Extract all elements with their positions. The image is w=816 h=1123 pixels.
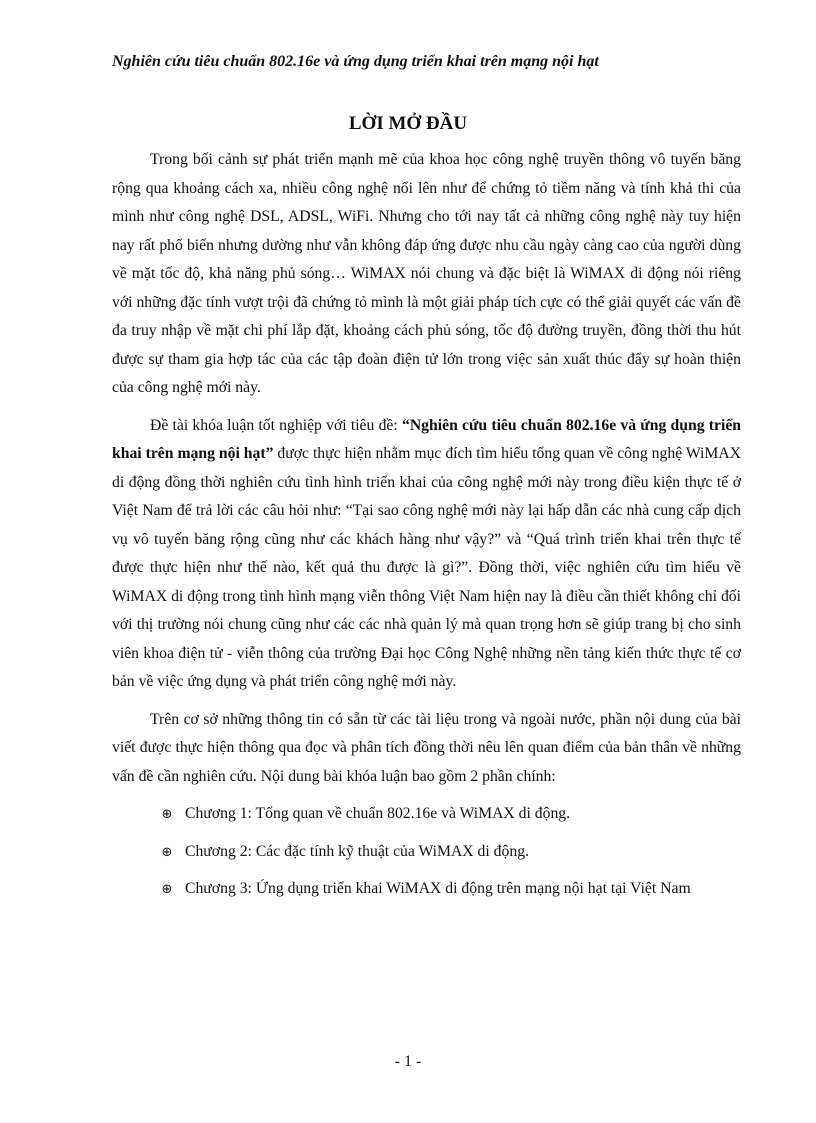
chapter-item-text: Chương 3: Ứng dụng triển khai WiMAX di động trên mạng nội hạt tại Việt Nam bbox=[185, 880, 691, 897]
thesis-topic-paragraph bbox=[112, 412, 741, 697]
thesis-title-bold: “Nghiên cứu tiêu chuẩn 802.16e và ứng dụng triển khai trên mạng nội hạt” bbox=[112, 416, 742, 462]
document-body bbox=[112, 146, 741, 913]
chapter-item-text: Chương 2: Các đặc tính kỹ thuật của WiMAX di động. bbox=[185, 842, 529, 860]
intro-paragraph: Trong bối cảnh sự phát triển mạnh mẽ của khoa học công nghệ truyền thông vô tuyến băng rộng qua khoảng cách xa, nhiều công nghệ nổi lên như để chứng tỏ tiềm năng và tính khả thi của mình như công nghệ DSL, ADSL, WiFi. Nhưng cho tới nay tất cả những công nghệ này tuy hiện nay rất phổ biến nhưng dường như vẫn không đáp ứng được nhu cầu ngày càng cao của người dùng về mặt tốc độ, khả năng phủ sóng… WiMAX nói chung và đặc biệt là WiMAX di động nói riêng với những đặc tính vượt trội đã chứng tỏ mình là một giải pháp tích cực có thể giải quyết các vấn đề đa truy nhập về mặt chi phí lắp đặt, khoảng cách phủ sóng, tốc độ đường truyền, đồng thời thu hút được sự tham gia hợp tác của các tập đoàn điện tử lớn trong việc sản xuất thúc đẩy sự hoàn thiện của công nghệ mới này. bbox=[112, 151, 741, 396]
circle-plus-bullet-icon: ⊕ bbox=[161, 844, 173, 860]
circle-plus-bullet-icon: ⊕ bbox=[161, 807, 173, 822]
chapter-list bbox=[112, 800, 741, 904]
running-header: Nghiên cứu tiêu chuẩn 802.16e và ứng dụng triển khai trên mạng nội hạt bbox=[112, 53, 599, 70]
list-item bbox=[112, 838, 741, 867]
list-item bbox=[112, 800, 741, 829]
content-overview-paragraph: Trên cơ sở những thông tin có sẵn từ các tài liệu trong và ngoài nước, phần nội dung của bài viết được thực hiện thông qua đọc và phân tích đồng thời nêu lên quan điểm của bản thân về những vấn đề cần nghiên cứu. Nội dung bài khóa luận bao gồm 2 phần chính: bbox=[112, 710, 741, 785]
topic-body-text: được thực hiện nhằm mục đích tìm hiểu tổng quan về công nghệ WiMAX di động đồng thời nghiên cứu tình hình triển khai của công nghệ mới này trong điều kiện thực tế ở Việt Nam để trả lời các câu hỏi như: “Tại sao công nghệ mới này lại hấp dẫn các nhà cung cấp dịch vụ vô tuyến băng rộng cũng như các khách hàng như vậy?” và “Quá trình triển khai trên thực tế được thực hiện như thế nào, kết quả thu được là gì?”. Đồng thời, việc nghiên cứu tìm hiểu về WiMAX di động trong tình hình mạng viễn thông Việt Nam hiện nay là điều cần thiết không chỉ đối với thị trường nói chung cũng như các các nhà quản lý mà quan trọng hơn sẽ giúp trang bị cho sinh viên khoa điện tử - viễn thông của trường Đại học Công Nghệ những nền tảng kiến thức thực tế cơ bản về việc ứng dụng và phát triển công nghệ mới này. bbox=[112, 445, 741, 690]
page-number: - 1 - bbox=[394, 1053, 422, 1070]
topic-lead-text: Đề tài khóa luận tốt nghiệp với tiêu đề: bbox=[150, 416, 402, 434]
page-title: LỜI MỞ ĐẦU bbox=[348, 113, 468, 134]
chapter-item-text: Chương 1: Tổng quan về chuẩn 802.16e và WiMAX di động. bbox=[185, 805, 571, 822]
list-item bbox=[112, 875, 741, 904]
circle-plus-bullet-icon: ⊕ bbox=[161, 882, 173, 897]
